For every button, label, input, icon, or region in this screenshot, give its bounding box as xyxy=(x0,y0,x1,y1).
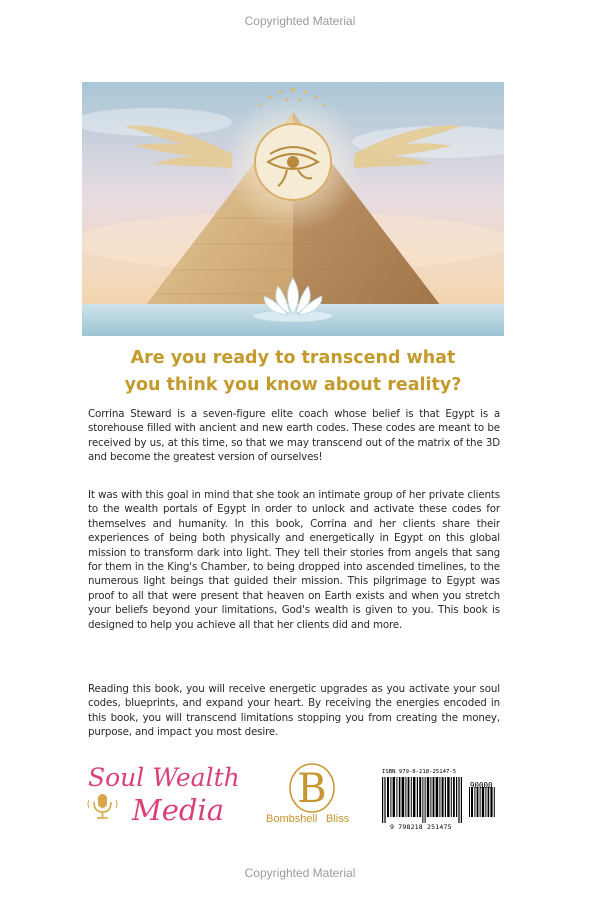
media-text: Media xyxy=(132,793,224,827)
barcode xyxy=(380,768,498,828)
headline-line-2: you think you know about reality? xyxy=(124,375,462,395)
soul-wealth-media-logo xyxy=(84,760,254,830)
body-paragraph-3: Reading this book, you will receive energetic upgrades as you activate your soul codes, blueprints, and expand your heart. By receiving the energies encoded in this book, you will transcend limitations stopping you from creating the money, purpose, and impact you most desire. xyxy=(88,683,500,739)
body-paragraph-1: Corrina Steward is a seven-figure elite coach whose belief is that Egypt is a storehouse filled with ancient and new earth codes. These codes are meant to be received by us, at this time, so that we may transcend out of the matrix of the 3D and become the greatest version of ourselves! xyxy=(88,408,500,464)
bombshell-bliss-logo xyxy=(262,758,362,828)
copyright-watermark-bottom: Copyrighted Material xyxy=(244,866,356,880)
barcode-bars xyxy=(380,768,498,828)
body-paragraph-2: It was with this goal in mind that she took an intimate group of her private clients to the wealth portals of Egypt in order to unlock and activate these codes for themselves and humanity. In this book, Corrina and her clients share their experiences of being both physically and energetically in Egypt on this global mission to transform dark into light. They tell their stories from angels that sang for them in the King's Chamber, to being dropped into ascended timelines, to the numerous light beings that guided their mission. This pilgrimage to Egypt was proof to all that were present that heaven on Earth exists and when you stretch your beliefs beyond your limitations, God's wealth is given to you. This book is designed to help you achieve all that her clients did and more. xyxy=(88,489,500,631)
bombshell-monogram: B xyxy=(297,766,327,812)
headline xyxy=(82,345,504,399)
isbn-text: ISBN 979-8-218-25147-5 xyxy=(382,769,457,775)
soul-wealth-text: Soul Wealth xyxy=(88,763,240,792)
copyright-watermark-top: Copyrighted Material xyxy=(244,14,356,28)
bliss-word: Bliss xyxy=(326,813,350,825)
barcode-digits: 9 798218 251475 xyxy=(390,823,452,831)
price-code: 90000 xyxy=(470,781,493,790)
bombshell-word: Bombshell xyxy=(266,813,318,825)
cover-illustration xyxy=(82,82,504,336)
headline-line-1: Are you ready to transcend what xyxy=(130,348,456,368)
microphone-icon xyxy=(88,794,117,818)
